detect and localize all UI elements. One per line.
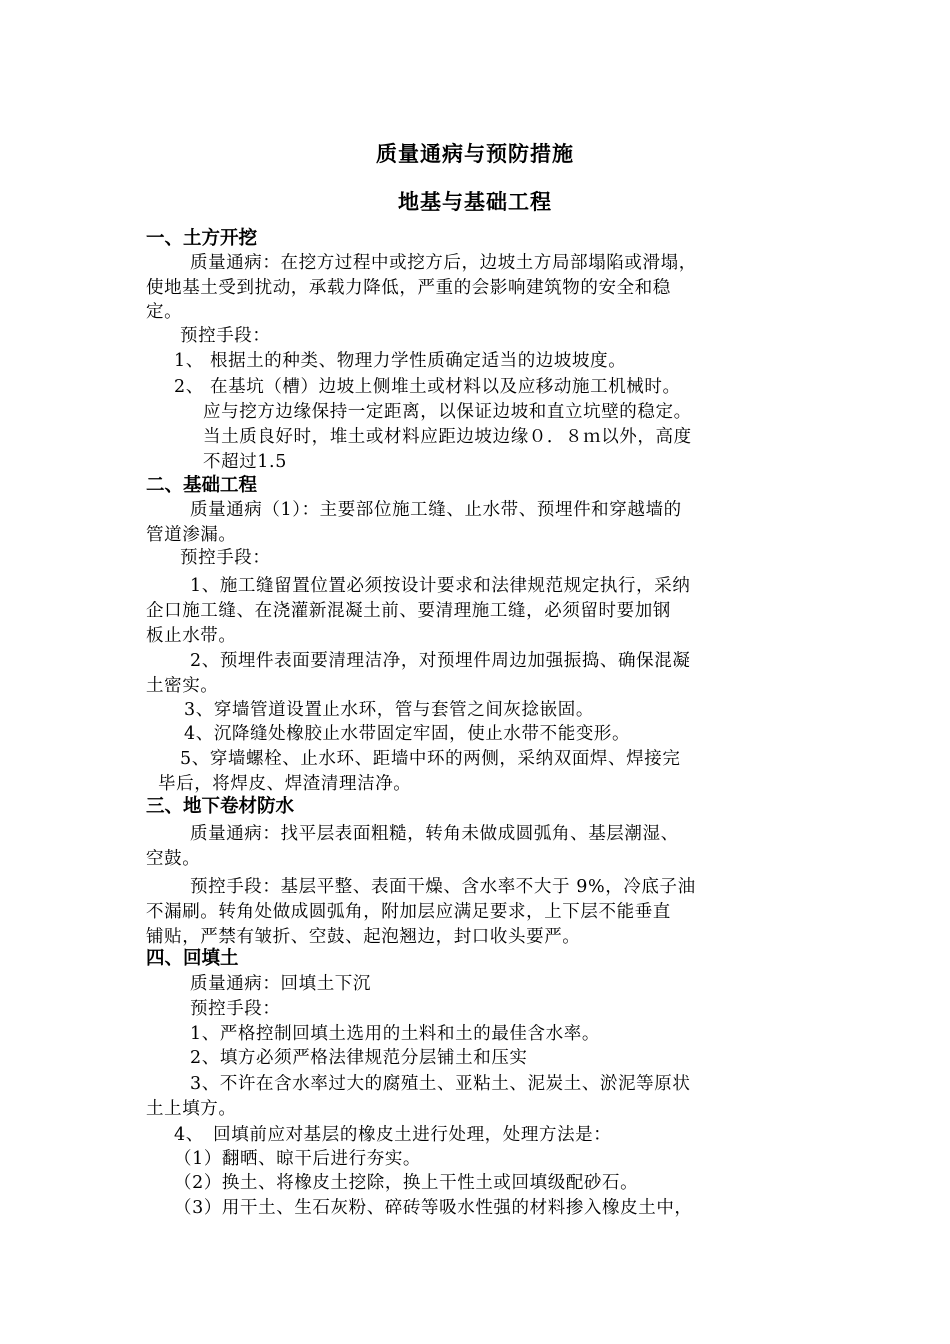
s2-item-5-line-1: 5、穿墙螺栓、止水环、距墙中环的两侧，采纳双面焊、焊接完 (180, 749, 681, 769)
s4-item-3-line-2: 土上填方。 (146, 1099, 237, 1119)
s1-defect-line-2: 使地基土受到扰动，承载力降低，严重的会影响建筑物的安全和稳 (146, 278, 671, 298)
s4-item-1: 1、严格控制回填土选用的土料和土的最佳含水率。 (190, 1024, 600, 1044)
s4-defect: 质量通病：回填土下沉 (190, 974, 371, 994)
s3-measures-line-2: 不漏刷。转角处做成圆弧角，附加层应满足要求，上下层不能垂直 (146, 902, 671, 922)
s2-measures-label: 预控手段： (180, 548, 271, 568)
s4-measures-label: 预控手段： (190, 999, 281, 1019)
s1-defect-line-1: 质量通病：在挖方过程中或挖方后，边坡土方局部塌陷或滑塌， (190, 253, 697, 273)
s1-item-2-line-4: 不超过1.5 (203, 452, 287, 472)
s2-defect-line-1: 质量通病（1）：主要部位施工缝、止水带、预埋件和穿越墙的 (190, 500, 682, 520)
s2-item-2-line-2: 土密实。 (146, 676, 219, 696)
s3-defect-line-1: 质量通病：找平层表面粗糙，转角未做成圆弧角、基层潮湿、 (190, 824, 679, 844)
s4-method-1: （1）翻晒、晾干后进行夯实。 (174, 1149, 422, 1169)
section-heading-waterproofing: 三、地下卷材防水 (146, 796, 295, 817)
s2-item-2-line-1: 2、预埋件表面要清理洁净，对预埋件周边加强振捣、确保混凝 (190, 651, 691, 671)
s2-item-1-line-1: 1、施工缝留置位置必须按设计要求和法律规范规定执行，采纳 (190, 576, 691, 596)
s2-item-1-line-2: 企口施工缝、在浇灌新混凝土前、要清理施工缝，必须留时要加钢 (146, 601, 671, 621)
s1-defect-line-3: 定。 (146, 302, 183, 322)
section-heading-backfill: 四、回填土 (146, 948, 239, 969)
s3-defect-line-2: 空鼓。 (146, 849, 201, 869)
s1-item-1: 1、 根据土的种类、物理力学性质确定适当的边坡坡度。 (174, 351, 627, 371)
s4-method-2: （2）换土、将橡皮土挖除，换上干性土或回填级配砂石。 (174, 1173, 639, 1193)
s2-item-5-line-2: 毕后，将焊皮、焊渣清理洁净。 (158, 774, 412, 794)
s4-item-3-line-1: 3、不许在含水率过大的腐殖土、亚粘土、泥炭土、淤泥等原状 (190, 1074, 691, 1094)
s4-method-3: （3）用干土、生石灰粉、碎砖等吸水性强的材料掺入橡皮土中， (174, 1198, 693, 1218)
document-subtitle: 地基与基础工程 (398, 190, 552, 214)
s1-item-2-line-2: 应与挖方边缘保持一定距离，以保证边坡和直立坑壁的稳定。 (203, 402, 692, 422)
s1-item-2-line-3: 当土质良好时，堆土或材料应距边坡边缘０．８ｍ以外，高度 (203, 427, 692, 447)
s2-item-1-line-3: 板止水带。 (146, 626, 237, 646)
s3-measures-line-3: 铺贴，严禁有皱折、空鼓、起泡翘边，封口收头要严。 (146, 927, 581, 947)
s1-measures-label: 预控手段： (180, 326, 271, 346)
document-title: 质量通病与预防措施 (376, 142, 574, 166)
section-heading-foundation: 二、基础工程 (146, 475, 258, 496)
s4-item-4: 4、 回填前应对基层的橡皮土进行处理，处理方法是： (174, 1125, 612, 1145)
section-heading-earthwork: 一、土方开挖 (146, 228, 258, 249)
s4-item-2: 2、填方必须严格法律规范分层铺土和压实 (190, 1048, 528, 1068)
s2-defect-line-2: 管道渗漏。 (146, 525, 237, 545)
s1-item-2-line-1: 2、 在基坑（槽）边坡上侧堆土或材料以及应移动施工机械时。 (174, 377, 681, 397)
s3-measures-line-1: 预控手段：基层平整、表面干燥、含水率不大于 9%，冷底子油 (190, 877, 696, 897)
s2-item-3: 3、穿墙管道设置止水环，管与套管之间灰捻嵌固。 (184, 700, 594, 720)
s2-item-4: 4、沉降缝处橡胶止水带固定牢固，使止水带不能变形。 (184, 724, 631, 744)
